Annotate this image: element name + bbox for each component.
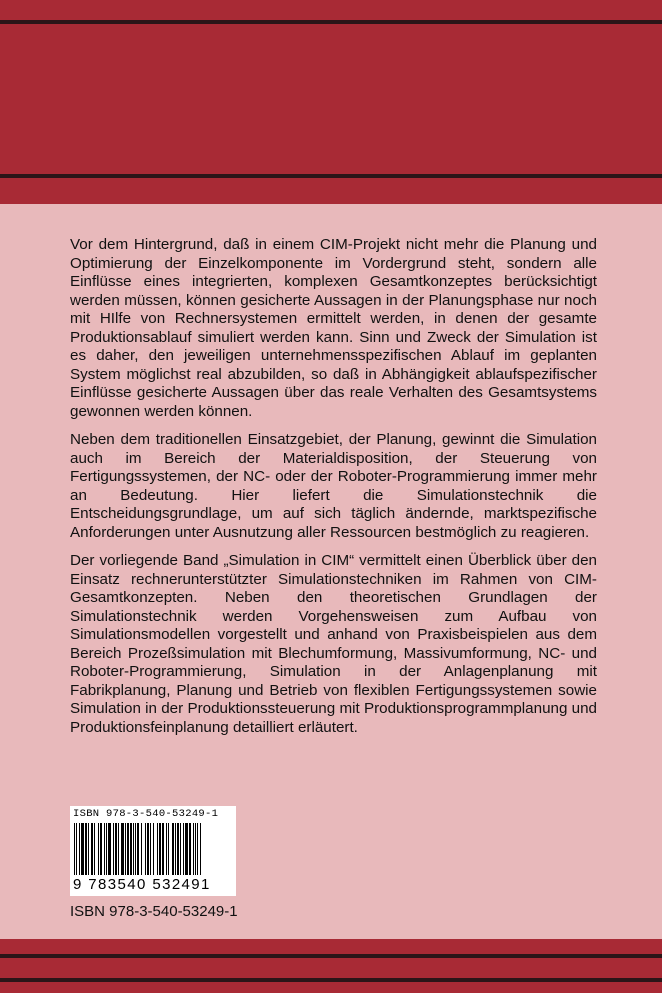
top-rule-upper [0, 20, 662, 24]
blurb-paragraph-1: Vor dem Hintergrund, daß in einem CIM-Projekt nicht mehr die Planung und Optimierung der Einzelkomponente im Vordergrund steht, sondern alle Einflüsse eines integrierten, komplexen Gesamtkonzeptes berücksichtigt werden müssen, können gesicherte Aussagen in der Planungsphase nur noch mit HIlfe von Rechnersystemen ermittelt werden, in denen der gesamte Produktionsablauf simuliert werden kann. Sinn und Zweck der Simulation ist es daher, den jeweiligen unternehmensspezifischen Ablauf im geplanten System möglichst real abzubilden, so daß in Abhängigkeit ablaufspezifischer Einflüsse gesicherte Aussagen über das reale Verhalten des Gesamtsystems gewonnen werden können. [70, 236, 597, 420]
bottom-color-band [0, 939, 662, 993]
bottom-rule-upper [0, 954, 662, 958]
isbn-text: ISBN 978-3-540-53249-1 [70, 903, 238, 920]
barcode-isbn-label: ISBN 978-3-540-53249-1 [73, 808, 219, 820]
bottom-rule-lower [0, 978, 662, 982]
top-rule-lower [0, 174, 662, 178]
isbn-barcode [70, 806, 236, 896]
barcode-digits: 9 783540 532491 [73, 876, 211, 893]
back-cover-blurb [70, 236, 597, 747]
blurb-paragraph-2: Neben dem traditionellen Einsatzgebiet, der Planung, gewinnt die Simulation auch im Bereich der Materialdisposition, der Steuerung von Fertigungssystemen, der NC- oder der Roboter-Programmierung immer mehr an Bedeutung. Hier liefert die Simulationstechnik die Entscheidungsgrundlage, um auf sich täglich ändernde, marktspezifische Anforderungen unter Ausnutzung aller Ressourcen bestmöglich zu reagieren. [70, 431, 597, 541]
barcode-bars [74, 823, 232, 875]
blurb-paragraph-3: Der vorliegende Band „Simulation in CIM“ vermittelt einen Überblick über den Einsatz rechnerunterstützter Simulationstechniken im Rahmen von CIM-Gesamtkonzepten. Neben den theoretischen Grundlagen der Simulationstechnik werden Vorgehensweisen zum Aufbau von Simulationsmodellen vorgestellt und anhand von Praxisbeispielen aus dem Bereich Prozeßsimulation mit Blechumformung, Massivumformung, NC- und Roboter-Programmierung, Simulation in der Anlagenplanung mit Fabrikplanung, Planung und Betrieb von flexiblen Fertigungssystemen sowie Simulation in der Produktionssteuerung mit Produktionsprogrammplanung und Produktionsfeinplanung detailliert erläutert. [70, 552, 597, 736]
